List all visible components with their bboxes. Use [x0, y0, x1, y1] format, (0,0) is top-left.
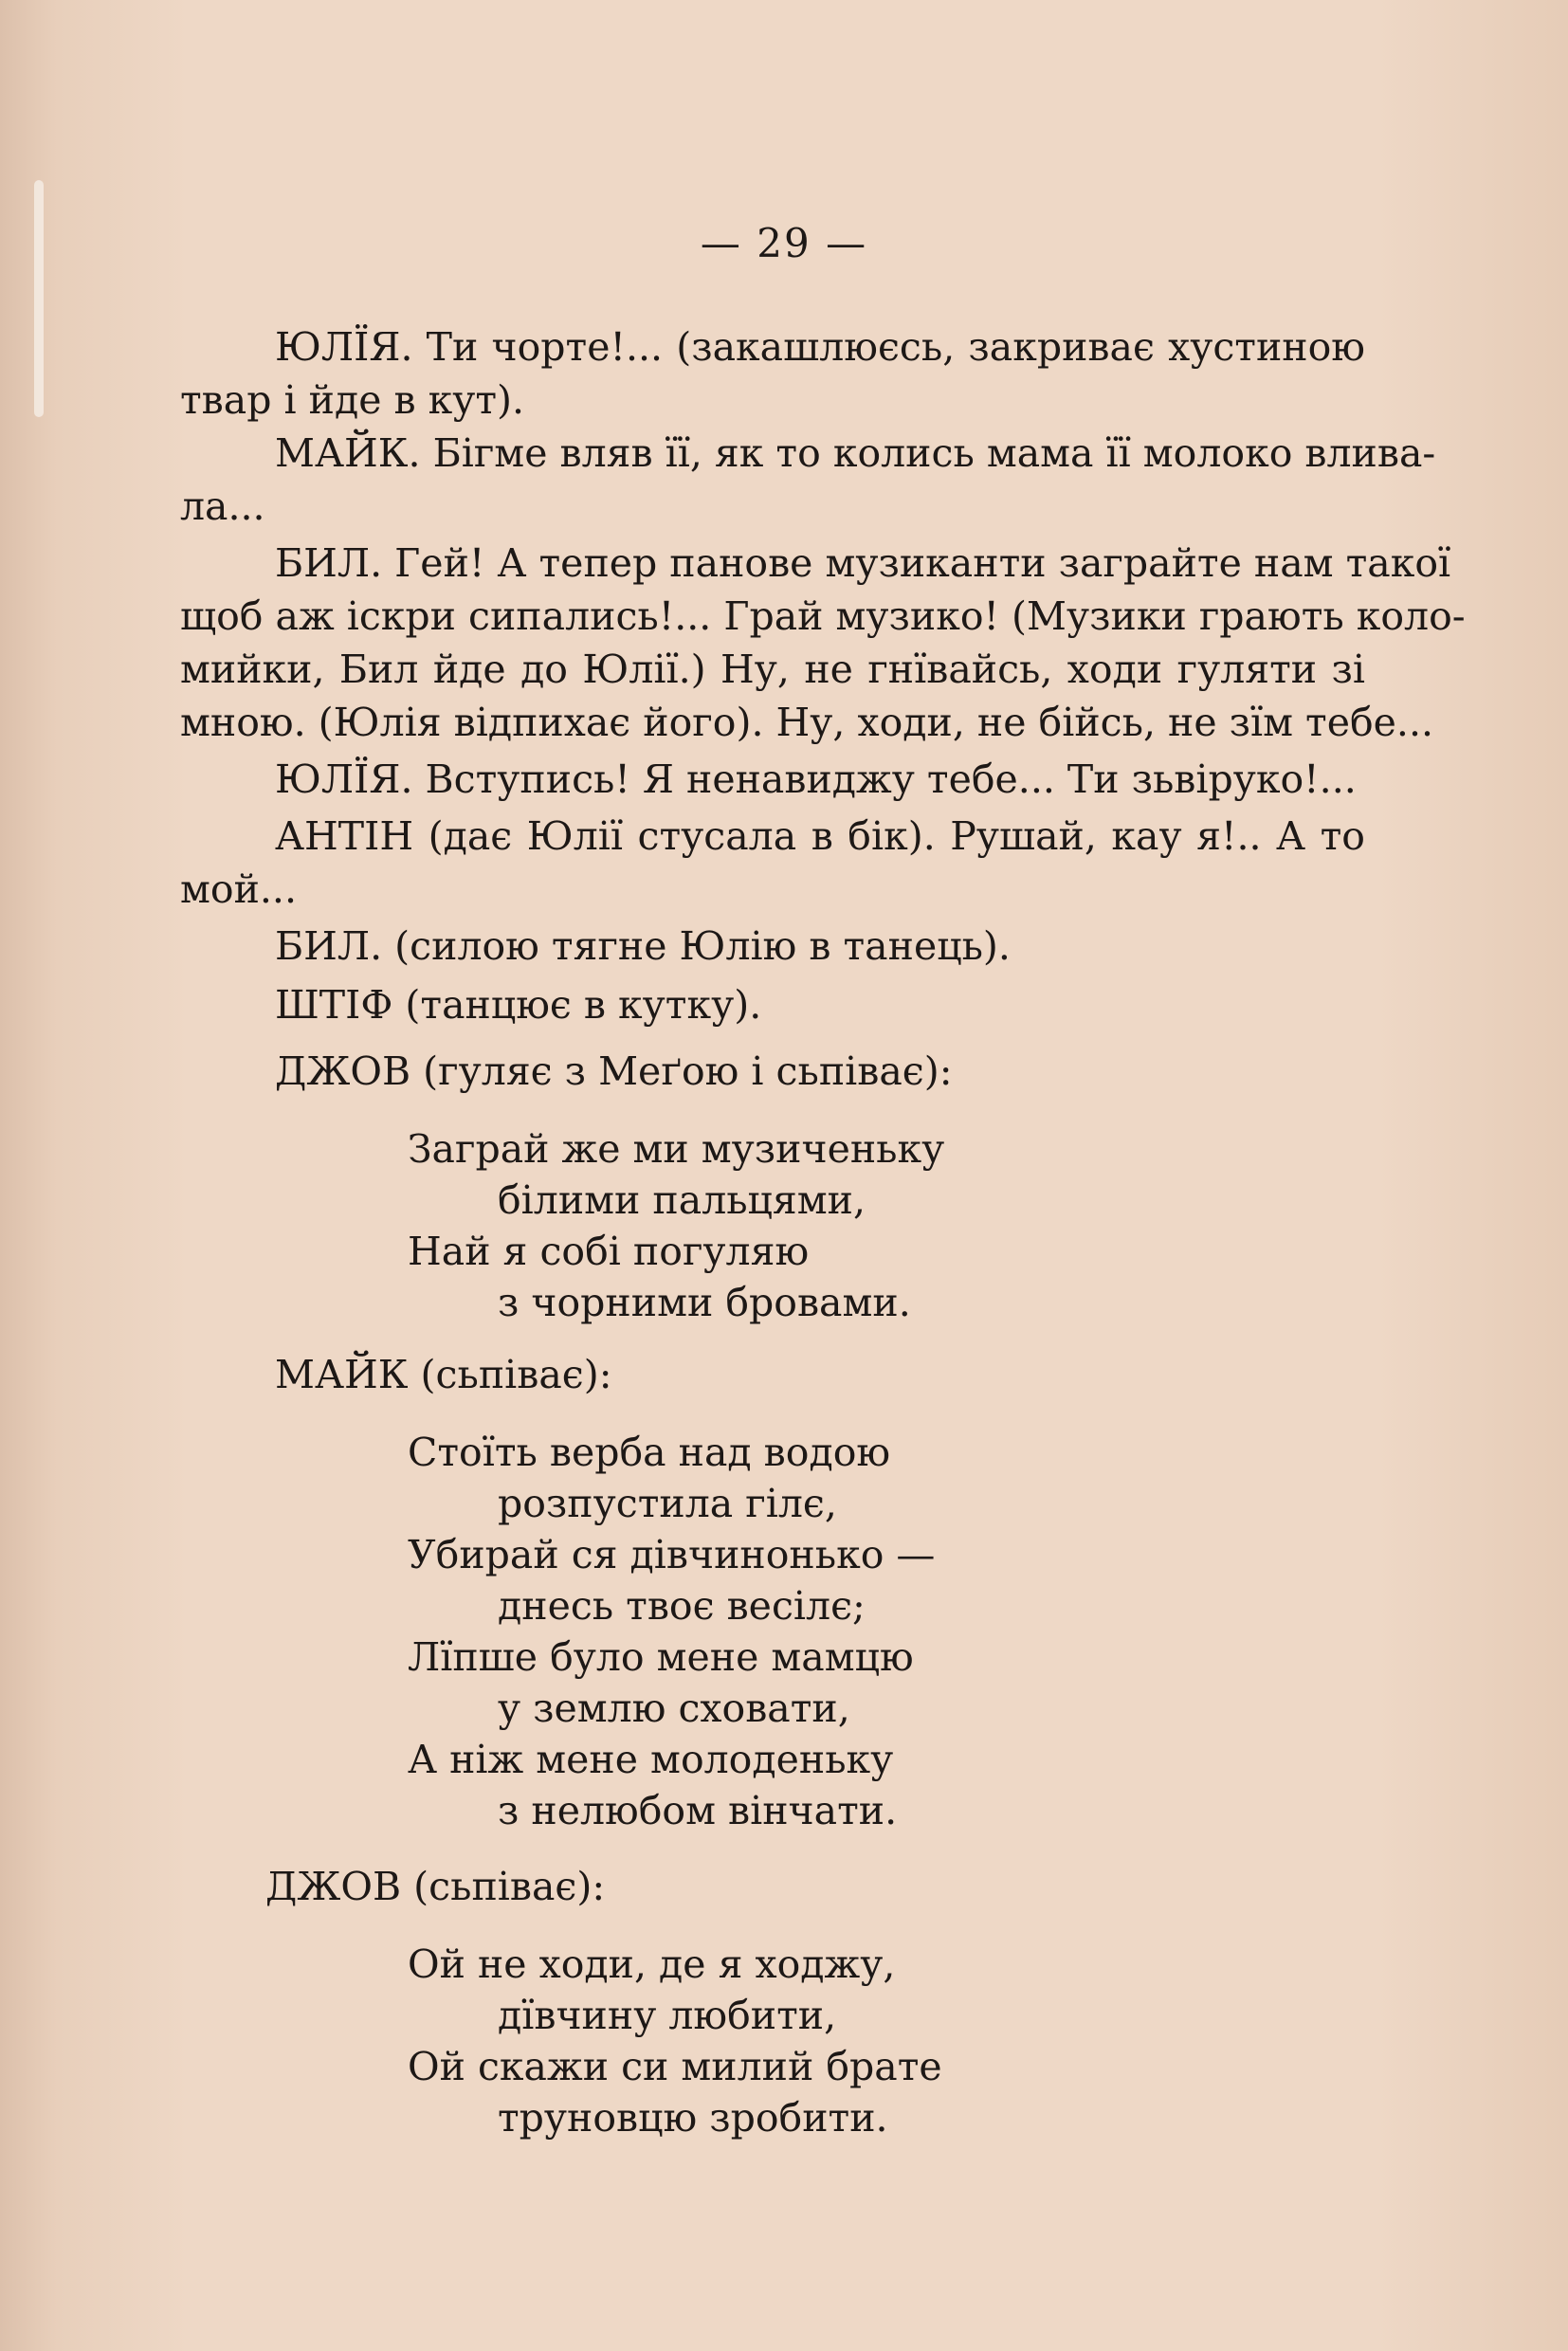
text-line: ДЖОВ (сьпіває): — [265, 1864, 606, 1909]
text-line: МАЙК. Бігме вляв її, як то колись мама її молоко влива- — [275, 430, 1436, 476]
text-line: ЮЛЇЯ. Ти чорте!... (закашлюєсь, закриває хустиною — [275, 324, 1365, 370]
text-line: ла... — [180, 483, 265, 529]
text-line: мой... — [180, 866, 297, 912]
page-number: — 29 — — [700, 220, 868, 266]
song-line: Убирай ся дівчинонько — — [408, 1532, 936, 1577]
text-line: мною. (Юлія відпихає його). Ну, ходи, не бійсь, не зїм тебе... — [180, 700, 1434, 745]
text-line: ЮЛЇЯ. Вступись! Я ненавиджу тебе... Ти зьвіруко!... — [275, 756, 1357, 802]
text-line: ШТІФ (танцює в кутку). — [275, 982, 762, 1028]
song-line: Стоїть верба над водою — [408, 1430, 891, 1475]
song-line: дївчину любити, — [498, 1993, 837, 2038]
text-line: мийки, Бил йде до Юлії.) Ну, не гнївайсь, ходи гуляти зі — [180, 647, 1365, 692]
song-line: А ніж мене молоденьку — [408, 1737, 894, 1782]
song-line: розпустила гілє, — [498, 1481, 837, 1526]
text-line: БИЛ. Гей! А тепер панове музиканти загрaйте нам такої — [275, 540, 1451, 586]
song-line: Най я собі погуляю — [408, 1229, 810, 1274]
song-line: Ой не ходи, де я ходжу, — [408, 1941, 896, 1987]
page-edge-stain — [34, 180, 44, 417]
text-line: щоб аж іскри сипались!... Грай музико! (Музики грають коло- — [180, 593, 1466, 639]
song-line: днесь твоє весілє; — [498, 1583, 866, 1629]
text-line: твар і йде в кут). — [180, 377, 525, 423]
text-line: БИЛ. (силою тягне Юлію в танець). — [275, 923, 1011, 969]
text-line: МАЙК (сьпіває): — [275, 1352, 612, 1397]
song-line: з чорними бровами. — [498, 1280, 911, 1325]
text-line: АНТІН (дає Юлії стусала в бік). Рушай, кау я!.. А то — [275, 813, 1365, 859]
song-line: у землю сховати, — [498, 1686, 850, 1731]
song-line: Лїпше було мене мамцю — [408, 1634, 914, 1680]
song-line: з нелюбом вінчати. — [498, 1788, 898, 1833]
song-line: труновцю зробити. — [498, 2095, 888, 2141]
song-line: Заграй же ми музиченьку — [408, 1126, 945, 1172]
text-line: ДЖОВ (гуляє з Меґою і сьпіває): — [275, 1048, 953, 1094]
song-line: білими пальцями, — [498, 1177, 866, 1223]
song-line: Ой скажи си милий брате — [408, 2044, 942, 2089]
